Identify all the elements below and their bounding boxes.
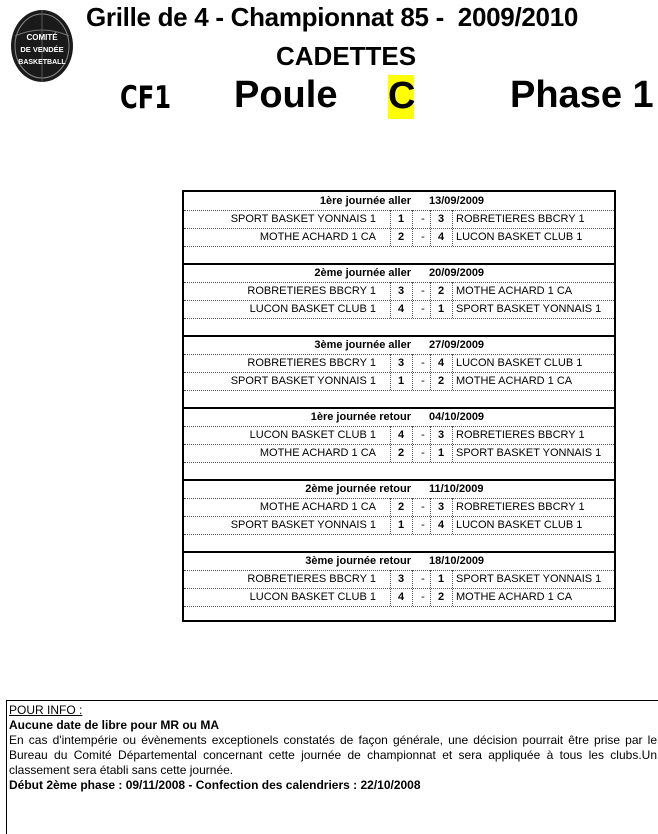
- info-paragraph: En cas d'intempérie ou évènements exceptionels constatés de façon générale, une décision pourrait être prise par le Bureau du Comité Départemental concernant cette journée de championnat et sera appliquée à tous les clubs.Un classement sera établi sans cette journée.: [9, 733, 657, 777]
- column-divider: [390, 426, 391, 462]
- score-separator: -: [421, 303, 425, 315]
- round-date: 13/09/2009: [429, 195, 485, 207]
- away-team: ROBRETIERES BBCRY 1: [456, 429, 585, 441]
- category-title: CADETTES: [276, 41, 417, 71]
- round-label: 1ère journée aller: [319, 195, 411, 207]
- round-header: [184, 480, 614, 499]
- spacer-row: [184, 534, 614, 552]
- comite-vendee-basketball-logo: [9, 6, 75, 84]
- column-divider: [452, 354, 453, 390]
- round-label: 3ème journée retour: [305, 555, 411, 567]
- round-date: 04/10/2009: [429, 411, 485, 423]
- away-score: 1: [437, 303, 445, 315]
- home-score: 4: [397, 303, 405, 315]
- score-separator: -: [421, 357, 425, 369]
- match-row: [184, 570, 614, 589]
- home-score: 1: [397, 213, 405, 225]
- info-no-free-date: Aucune date de libre pour MR ou MA: [9, 718, 220, 732]
- round-header: [184, 552, 614, 571]
- spacer-row: [184, 246, 614, 264]
- home-score: 3: [397, 357, 405, 369]
- match-row: [184, 282, 614, 301]
- column-divider: [412, 498, 413, 534]
- round-header: [184, 192, 614, 211]
- away-score: 4: [437, 357, 445, 369]
- away-score: 3: [437, 429, 445, 441]
- match-row: [184, 516, 614, 535]
- away-team: MOTHE ACHARD 1 CA: [456, 591, 573, 603]
- column-divider: [390, 282, 391, 318]
- away-score: 4: [437, 519, 445, 531]
- svg-text:COMITÉ: COMITÉ: [26, 33, 58, 42]
- spacer-row: [184, 462, 614, 480]
- column-divider: [412, 570, 413, 606]
- score-separator: -: [421, 447, 425, 459]
- home-team: ROBRETIERES BBCRY 1: [247, 285, 376, 297]
- round-date: 27/09/2009: [429, 339, 485, 351]
- away-team: MOTHE ACHARD 1 CA: [456, 285, 573, 297]
- away-score: 4: [437, 231, 445, 243]
- column-divider: [430, 570, 431, 606]
- round-label: 2ème journée retour: [305, 483, 411, 495]
- home-team: MOTHE ACHARD 1 CA: [259, 501, 376, 513]
- column-divider: [390, 354, 391, 390]
- home-score: 2: [397, 501, 405, 513]
- home-team: LUCON BASKET CLUB 1: [249, 591, 376, 603]
- round-label: 2ème journée aller: [314, 267, 411, 279]
- score-separator: -: [421, 501, 425, 513]
- home-team: SPORT BASKET YONNAIS 1: [230, 213, 376, 225]
- division-label: CF1: [120, 80, 172, 116]
- round-date: 20/09/2009: [429, 267, 485, 279]
- poule-label: Poule: [234, 74, 338, 116]
- home-score: 1: [397, 519, 405, 531]
- spacer-row: [184, 390, 614, 408]
- away-score: 2: [437, 285, 445, 297]
- phase-label: Phase 1: [510, 74, 654, 116]
- match-row: [184, 228, 614, 247]
- column-divider: [452, 282, 453, 318]
- match-row: [184, 372, 614, 391]
- match-row: [184, 498, 614, 517]
- round-block: [184, 192, 614, 264]
- svg-text:DE VENDÉE: DE VENDÉE: [20, 45, 64, 54]
- match-row: [184, 354, 614, 373]
- column-divider: [430, 426, 431, 462]
- round-date: 11/10/2009: [429, 483, 484, 495]
- away-score: 3: [437, 501, 445, 513]
- info-box: [6, 700, 658, 834]
- match-row: [184, 426, 614, 445]
- column-divider: [452, 426, 453, 462]
- away-team: ROBRETIERES BBCRY 1: [456, 501, 585, 513]
- home-team: LUCON BASKET CLUB 1: [249, 429, 376, 441]
- score-separator: -: [421, 429, 425, 441]
- home-team: ROBRETIERES BBCRY 1: [247, 573, 376, 585]
- round-header: [184, 336, 614, 355]
- home-score: 2: [397, 447, 405, 459]
- score-separator: -: [421, 231, 425, 243]
- home-score: 2: [397, 231, 405, 243]
- svg-text:BASKETBALL: BASKETBALL: [18, 59, 66, 66]
- score-separator: -: [421, 591, 425, 603]
- home-score: 4: [397, 429, 405, 441]
- column-divider: [430, 210, 431, 246]
- home-team: SPORT BASKET YONNAIS 1: [230, 375, 376, 387]
- away-team: SPORT BASKET YONNAIS 1: [456, 303, 602, 315]
- away-team: ROBRETIERES BBCRY 1: [456, 213, 585, 225]
- spacer-row: [184, 606, 614, 624]
- home-score: 4: [397, 591, 405, 603]
- column-divider: [452, 498, 453, 534]
- round-block: [184, 408, 614, 480]
- home-team: MOTHE ACHARD 1 CA: [259, 447, 376, 459]
- poule-letter-highlight: C: [388, 75, 416, 117]
- round-date: 18/10/2009: [429, 555, 485, 567]
- schedule-grid: [182, 190, 616, 622]
- column-divider: [412, 282, 413, 318]
- round-block: [184, 264, 614, 336]
- home-team: MOTHE ACHARD 1 CA: [259, 231, 376, 243]
- match-row: [184, 444, 614, 463]
- home-score: 3: [397, 573, 405, 585]
- column-divider: [390, 570, 391, 606]
- home-score: 1: [397, 375, 405, 387]
- away-team: SPORT BASKET YONNAIS 1: [456, 573, 602, 585]
- away-score: 2: [437, 591, 445, 603]
- info-phase-dates: Début 2ème phase : 09/11/2008 - Confection des calendriers : 22/10/2008: [9, 778, 421, 792]
- column-divider: [430, 498, 431, 534]
- page-title: Grille de 4 - Championnat 85 - 2009/2010: [86, 2, 579, 32]
- column-divider: [452, 210, 453, 246]
- away-score: 1: [437, 447, 445, 459]
- round-header: [184, 408, 614, 427]
- score-separator: -: [421, 375, 425, 387]
- round-label: 3ème journée aller: [314, 339, 411, 351]
- home-team: SPORT BASKET YONNAIS 1: [230, 519, 376, 531]
- away-score: 1: [437, 573, 445, 585]
- column-divider: [430, 282, 431, 318]
- home-team: LUCON BASKET CLUB 1: [249, 303, 376, 315]
- match-row: [184, 300, 614, 319]
- away-team: LUCON BASKET CLUB 1: [456, 357, 583, 369]
- away-score: 3: [437, 213, 445, 225]
- round-block: [184, 480, 614, 552]
- match-row: [184, 210, 614, 229]
- away-team: LUCON BASKET CLUB 1: [456, 519, 583, 531]
- round-label: 1ère journée retour: [310, 411, 411, 423]
- info-heading: POUR INFO :: [9, 703, 83, 717]
- column-divider: [412, 210, 413, 246]
- round-header: [184, 264, 614, 283]
- away-team: MOTHE ACHARD 1 CA: [456, 375, 573, 387]
- away-team: LUCON BASKET CLUB 1: [456, 231, 583, 243]
- score-separator: -: [421, 573, 425, 585]
- column-divider: [412, 426, 413, 462]
- score-separator: -: [421, 519, 425, 531]
- score-separator: -: [421, 285, 425, 297]
- column-divider: [430, 354, 431, 390]
- column-divider: [390, 498, 391, 534]
- home-score: 3: [397, 285, 405, 297]
- column-divider: [412, 354, 413, 390]
- score-separator: -: [421, 213, 425, 225]
- home-team: ROBRETIERES BBCRY 1: [247, 357, 376, 369]
- round-block: [184, 552, 614, 624]
- column-divider: [390, 210, 391, 246]
- column-divider: [452, 570, 453, 606]
- away-team: SPORT BASKET YONNAIS 1: [456, 447, 602, 459]
- round-block: [184, 336, 614, 408]
- match-row: [184, 588, 614, 607]
- away-score: 2: [437, 375, 445, 387]
- spacer-row: [184, 318, 614, 336]
